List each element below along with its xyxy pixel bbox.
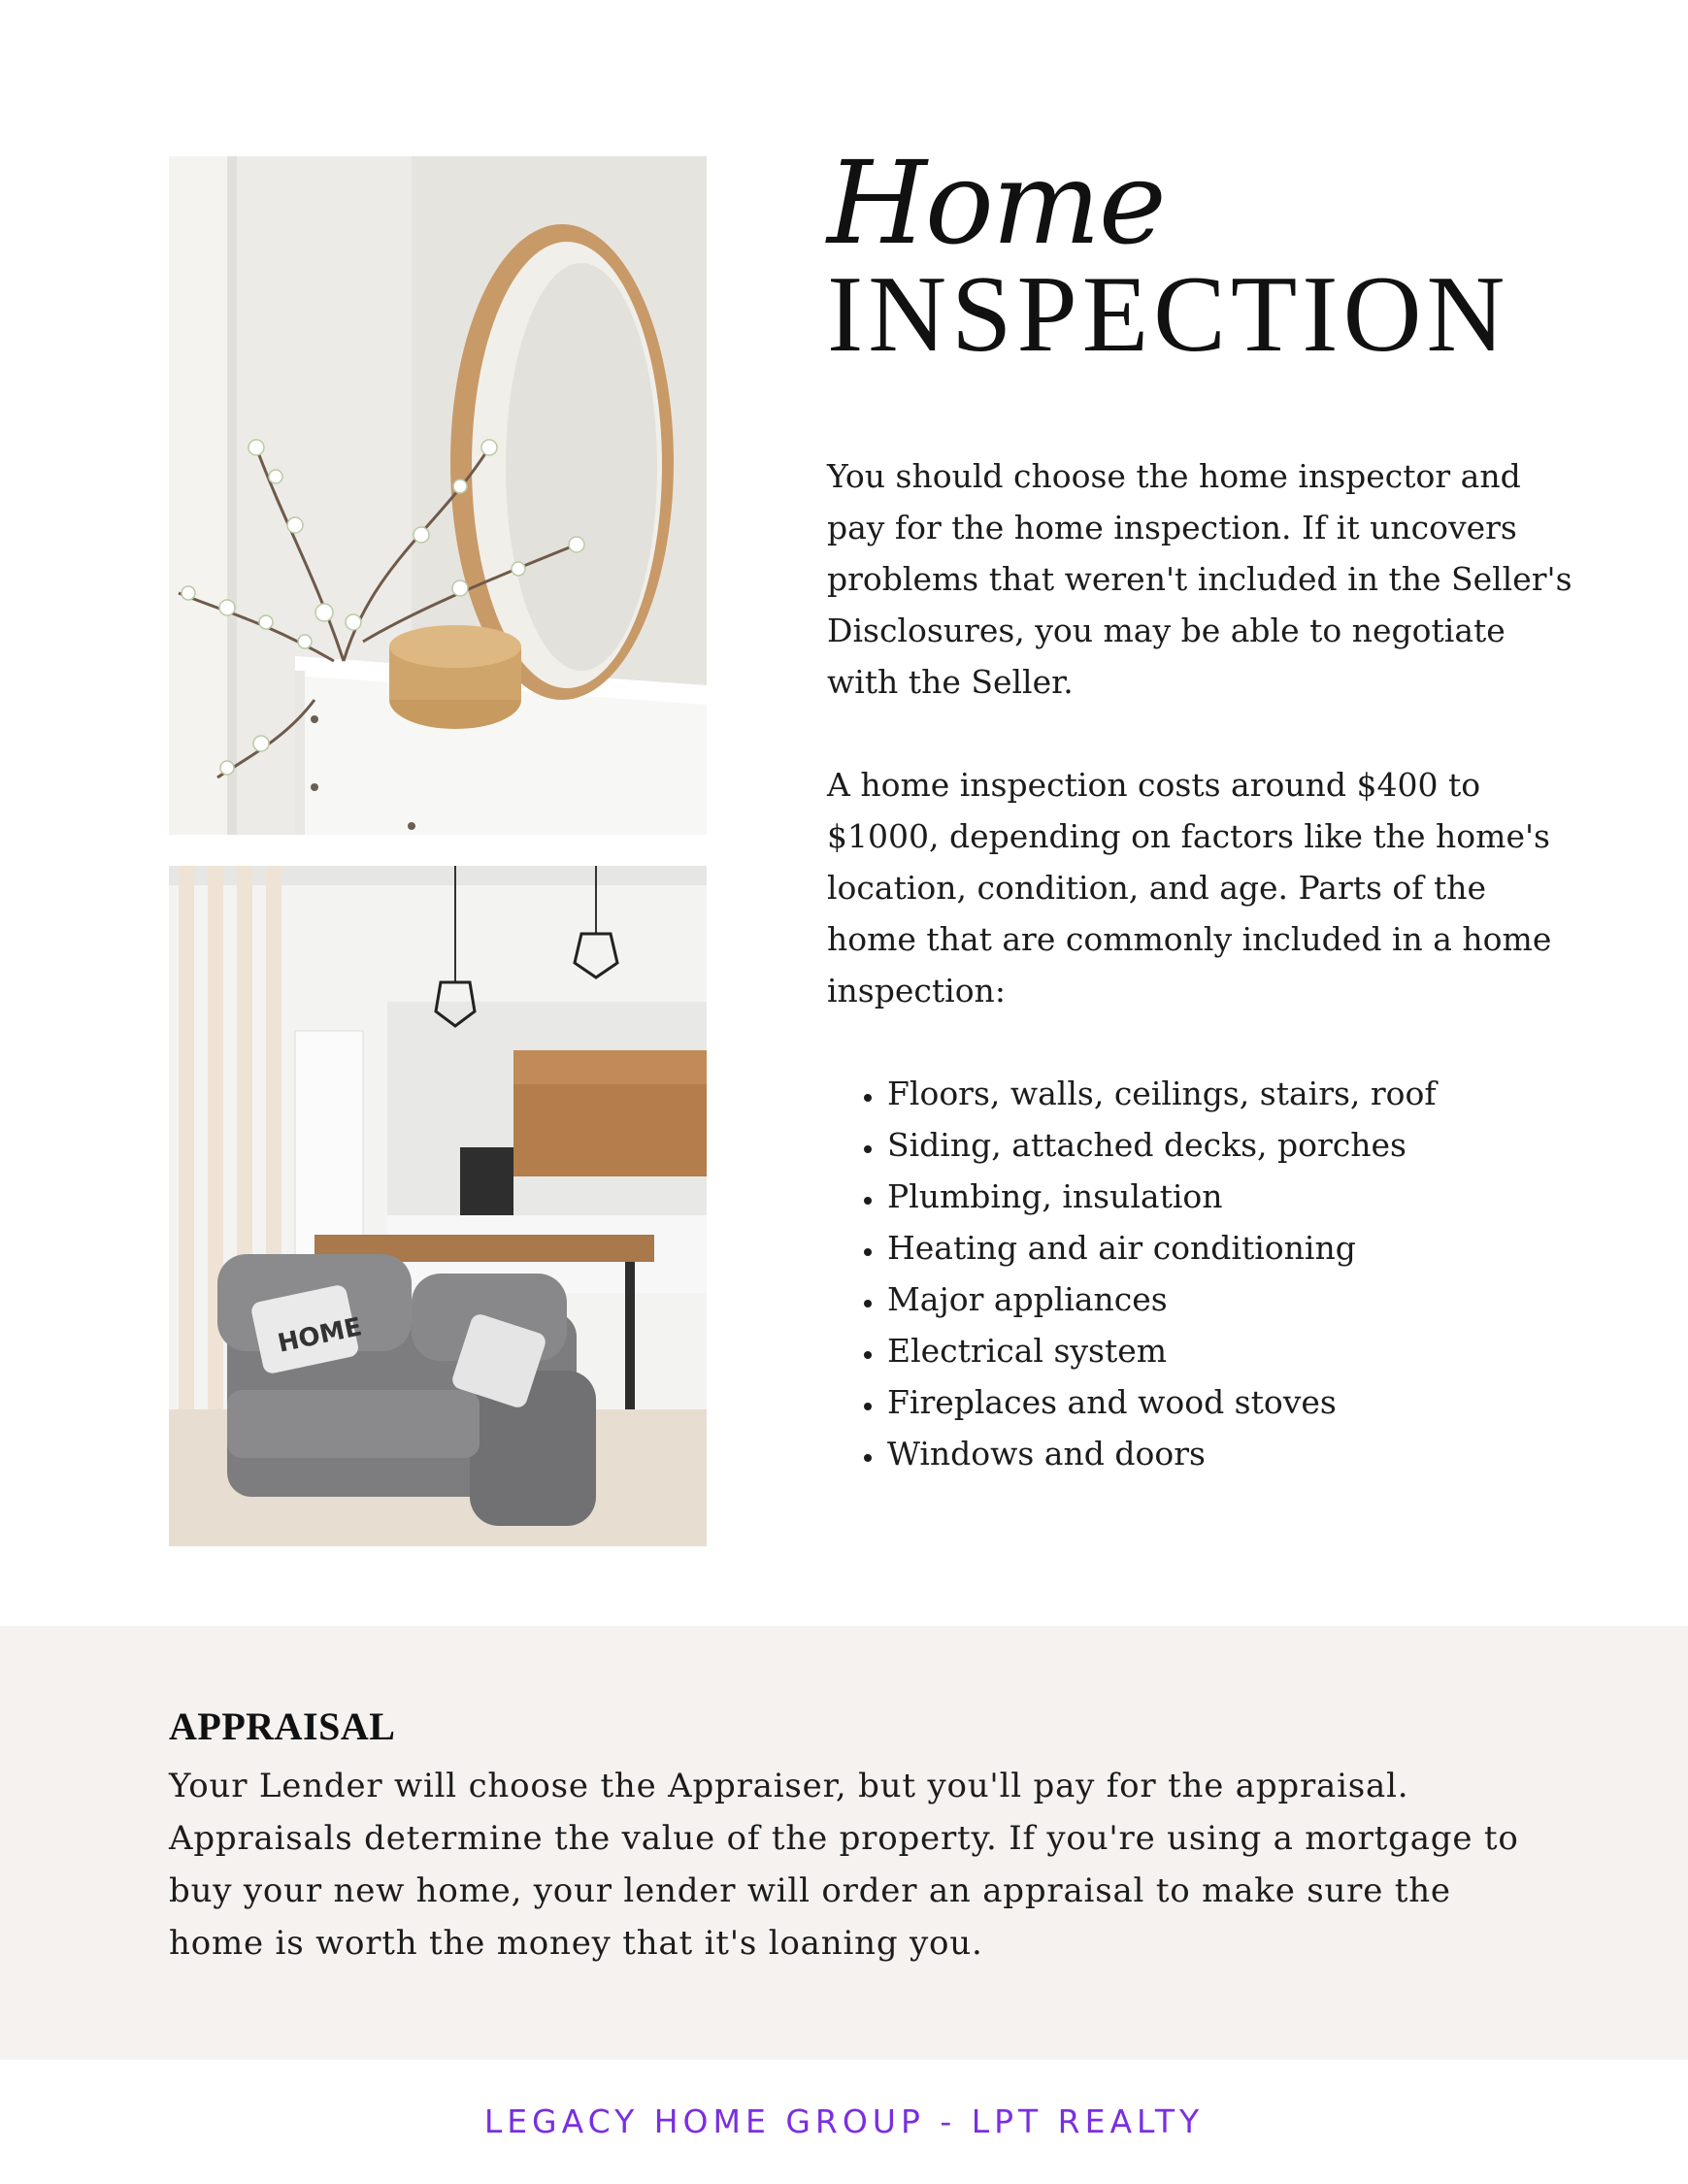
cost-paragraph: A home inspection costs around $400 to $1000, depending on factors like the home's location, condition, and age. Parts of the home that are commonly included in a home inspection:: [827, 766, 1552, 1009]
script-title: Home: [827, 136, 1165, 270]
list-item: • Fireplaces and wood stoves: [885, 1376, 1584, 1428]
appraisal-heading: APPRAISAL: [169, 1704, 396, 1748]
appraisal-text: Your Lender will choose the Appraiser, but you'll pay for the appraisal. Appraisals determine the value of the property. If you're using a mortgage to buy your new home, your lender will order an appraisal to make sure the home is worth the money that it's loaning you.: [169, 1767, 1519, 1963]
inspection-body: [827, 450, 1584, 1479]
intro-paragraph: You should choose the home inspector and pay for the home inspection. If it uncovers problems that weren't included in the Seller's Disclosures, you may be able to negotiate with the Seller.: [827, 457, 1572, 701]
list-item: • Siding, attached decks, porches: [885, 1119, 1584, 1171]
list-item: • Heating and air conditioning: [885, 1222, 1584, 1274]
page-title: INSPECTION: [827, 254, 1510, 375]
inspection-checklist: [827, 1068, 1584, 1479]
list-item: • Windows and doors: [885, 1428, 1584, 1479]
list-item: • Major appliances: [885, 1274, 1584, 1325]
list-item: • Floors, walls, ceilings, stairs, roof: [885, 1068, 1584, 1119]
footer-brand: LEGACY HOME GROUP - LPT REALTY: [483, 2102, 1205, 2140]
svg-text:HOME: HOME: [275, 1312, 365, 1359]
list-item: • Plumbing, insulation: [885, 1171, 1584, 1222]
living-room-photo: [169, 866, 707, 1546]
list-item: • Electrical system: [885, 1325, 1584, 1376]
mirror-room-photo: [169, 156, 707, 835]
